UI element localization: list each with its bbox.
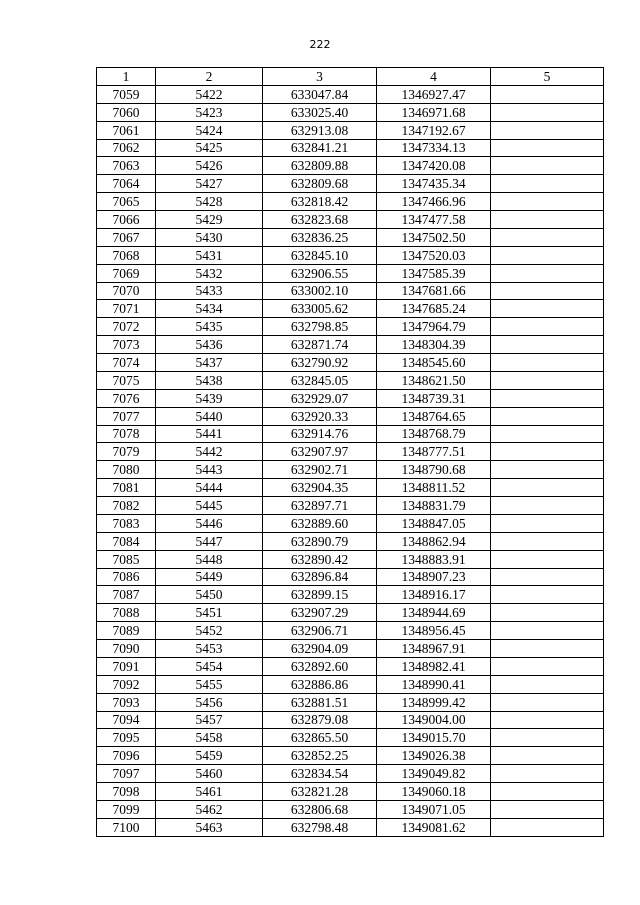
x-coordinate-cell: 632836.25 bbox=[263, 228, 377, 246]
point-number-cell: 7098 bbox=[97, 783, 156, 801]
note-cell bbox=[491, 604, 604, 622]
note-cell bbox=[491, 211, 604, 229]
y-coordinate-cell: 1347502.50 bbox=[377, 228, 491, 246]
x-coordinate-cell: 632886.86 bbox=[263, 675, 377, 693]
point-number-cell: 7065 bbox=[97, 193, 156, 211]
x-coordinate-cell: 632809.68 bbox=[263, 175, 377, 193]
reference-number-cell: 5435 bbox=[156, 318, 263, 336]
reference-number-cell: 5436 bbox=[156, 336, 263, 354]
note-cell bbox=[491, 800, 604, 818]
column-header-1: 1 bbox=[97, 68, 156, 86]
y-coordinate-cell: 1348545.60 bbox=[377, 354, 491, 372]
reference-number-cell: 5446 bbox=[156, 514, 263, 532]
reference-number-cell: 5427 bbox=[156, 175, 263, 193]
point-number-cell: 7060 bbox=[97, 103, 156, 121]
point-number-cell: 7087 bbox=[97, 586, 156, 604]
x-coordinate-cell: 632914.76 bbox=[263, 425, 377, 443]
table-row bbox=[97, 443, 604, 461]
table-row bbox=[97, 532, 604, 550]
table-row bbox=[97, 479, 604, 497]
x-coordinate-cell: 632841.21 bbox=[263, 139, 377, 157]
y-coordinate-cell: 1347192.67 bbox=[377, 121, 491, 139]
table-row bbox=[97, 193, 604, 211]
point-number-cell: 7072 bbox=[97, 318, 156, 336]
x-coordinate-cell: 632904.35 bbox=[263, 479, 377, 497]
point-number-cell: 7066 bbox=[97, 211, 156, 229]
x-coordinate-cell: 632913.08 bbox=[263, 121, 377, 139]
table-row bbox=[97, 157, 604, 175]
y-coordinate-cell: 1347964.79 bbox=[377, 318, 491, 336]
point-number-cell: 7094 bbox=[97, 711, 156, 729]
table-body bbox=[97, 85, 604, 836]
reference-number-cell: 5430 bbox=[156, 228, 263, 246]
point-number-cell: 7092 bbox=[97, 675, 156, 693]
note-cell bbox=[491, 389, 604, 407]
note-cell bbox=[491, 657, 604, 675]
point-number-cell: 7091 bbox=[97, 657, 156, 675]
x-coordinate-cell: 632904.09 bbox=[263, 640, 377, 658]
reference-number-cell: 5440 bbox=[156, 407, 263, 425]
y-coordinate-cell: 1347681.66 bbox=[377, 282, 491, 300]
table-row bbox=[97, 336, 604, 354]
note-cell bbox=[491, 443, 604, 461]
table-row bbox=[97, 354, 604, 372]
point-number-cell: 7069 bbox=[97, 264, 156, 282]
y-coordinate-cell: 1347477.58 bbox=[377, 211, 491, 229]
y-coordinate-cell: 1348847.05 bbox=[377, 514, 491, 532]
table-row bbox=[97, 622, 604, 640]
y-coordinate-cell: 1347435.34 bbox=[377, 175, 491, 193]
y-coordinate-cell: 1346927.47 bbox=[377, 85, 491, 103]
x-coordinate-cell: 632890.79 bbox=[263, 532, 377, 550]
point-number-cell: 7063 bbox=[97, 157, 156, 175]
point-number-cell: 7081 bbox=[97, 479, 156, 497]
reference-number-cell: 5431 bbox=[156, 246, 263, 264]
note-cell bbox=[491, 514, 604, 532]
note-cell bbox=[491, 121, 604, 139]
y-coordinate-cell: 1348999.42 bbox=[377, 693, 491, 711]
x-coordinate-cell: 632881.51 bbox=[263, 693, 377, 711]
y-coordinate-cell: 1349004.00 bbox=[377, 711, 491, 729]
x-coordinate-cell: 632929.07 bbox=[263, 389, 377, 407]
point-number-cell: 7085 bbox=[97, 550, 156, 568]
table-row bbox=[97, 407, 604, 425]
table-row bbox=[97, 800, 604, 818]
reference-number-cell: 5450 bbox=[156, 586, 263, 604]
reference-number-cell: 5442 bbox=[156, 443, 263, 461]
reference-number-cell: 5454 bbox=[156, 657, 263, 675]
note-cell bbox=[491, 336, 604, 354]
y-coordinate-cell: 1348777.51 bbox=[377, 443, 491, 461]
x-coordinate-cell: 632907.97 bbox=[263, 443, 377, 461]
note-cell bbox=[491, 300, 604, 318]
point-number-cell: 7086 bbox=[97, 568, 156, 586]
x-coordinate-cell: 632798.85 bbox=[263, 318, 377, 336]
x-coordinate-cell: 632889.60 bbox=[263, 514, 377, 532]
table-row bbox=[97, 139, 604, 157]
x-coordinate-cell: 632892.60 bbox=[263, 657, 377, 675]
x-coordinate-cell: 632890.42 bbox=[263, 550, 377, 568]
point-number-cell: 7068 bbox=[97, 246, 156, 264]
x-coordinate-cell: 632798.48 bbox=[263, 818, 377, 836]
reference-number-cell: 5445 bbox=[156, 497, 263, 515]
table-row bbox=[97, 657, 604, 675]
reference-number-cell: 5424 bbox=[156, 121, 263, 139]
y-coordinate-cell: 1348811.52 bbox=[377, 479, 491, 497]
reference-number-cell: 5441 bbox=[156, 425, 263, 443]
table-row bbox=[97, 729, 604, 747]
table-row bbox=[97, 371, 604, 389]
note-cell bbox=[491, 765, 604, 783]
reference-number-cell: 5429 bbox=[156, 211, 263, 229]
reference-number-cell: 5433 bbox=[156, 282, 263, 300]
point-number-cell: 7099 bbox=[97, 800, 156, 818]
table-row bbox=[97, 228, 604, 246]
y-coordinate-cell: 1348944.69 bbox=[377, 604, 491, 622]
table-row bbox=[97, 568, 604, 586]
table-row bbox=[97, 175, 604, 193]
reference-number-cell: 5449 bbox=[156, 568, 263, 586]
note-cell bbox=[491, 371, 604, 389]
note-cell bbox=[491, 282, 604, 300]
x-coordinate-cell: 632845.10 bbox=[263, 246, 377, 264]
table-row bbox=[97, 818, 604, 836]
y-coordinate-cell: 1348831.79 bbox=[377, 497, 491, 515]
y-coordinate-cell: 1347520.03 bbox=[377, 246, 491, 264]
note-cell bbox=[491, 693, 604, 711]
column-header-2: 2 bbox=[156, 68, 263, 86]
y-coordinate-cell: 1348956.45 bbox=[377, 622, 491, 640]
column-header-3: 3 bbox=[263, 68, 377, 86]
note-cell bbox=[491, 711, 604, 729]
note-cell bbox=[491, 264, 604, 282]
reference-number-cell: 5460 bbox=[156, 765, 263, 783]
table-row bbox=[97, 282, 604, 300]
note-cell bbox=[491, 640, 604, 658]
reference-number-cell: 5439 bbox=[156, 389, 263, 407]
note-cell bbox=[491, 675, 604, 693]
y-coordinate-cell: 1348764.65 bbox=[377, 407, 491, 425]
reference-number-cell: 5426 bbox=[156, 157, 263, 175]
point-number-cell: 7089 bbox=[97, 622, 156, 640]
x-coordinate-cell: 632920.33 bbox=[263, 407, 377, 425]
point-number-cell: 7079 bbox=[97, 443, 156, 461]
x-coordinate-cell: 632865.50 bbox=[263, 729, 377, 747]
y-coordinate-cell: 1348916.17 bbox=[377, 586, 491, 604]
point-number-cell: 7077 bbox=[97, 407, 156, 425]
reference-number-cell: 5434 bbox=[156, 300, 263, 318]
note-cell bbox=[491, 783, 604, 801]
table-row bbox=[97, 765, 604, 783]
table-row bbox=[97, 211, 604, 229]
point-number-cell: 7082 bbox=[97, 497, 156, 515]
point-number-cell: 7088 bbox=[97, 604, 156, 622]
y-coordinate-cell: 1346971.68 bbox=[377, 103, 491, 121]
x-coordinate-cell: 632806.68 bbox=[263, 800, 377, 818]
reference-number-cell: 5453 bbox=[156, 640, 263, 658]
reference-number-cell: 5458 bbox=[156, 729, 263, 747]
reference-number-cell: 5462 bbox=[156, 800, 263, 818]
point-number-cell: 7080 bbox=[97, 461, 156, 479]
x-coordinate-cell: 633002.10 bbox=[263, 282, 377, 300]
note-cell bbox=[491, 193, 604, 211]
table-row bbox=[97, 675, 604, 693]
table-row bbox=[97, 550, 604, 568]
note-cell bbox=[491, 103, 604, 121]
y-coordinate-cell: 1348990.41 bbox=[377, 675, 491, 693]
reference-number-cell: 5438 bbox=[156, 371, 263, 389]
reference-number-cell: 5463 bbox=[156, 818, 263, 836]
y-coordinate-cell: 1348883.91 bbox=[377, 550, 491, 568]
y-coordinate-cell: 1347685.24 bbox=[377, 300, 491, 318]
point-number-cell: 7061 bbox=[97, 121, 156, 139]
x-coordinate-cell: 632852.25 bbox=[263, 747, 377, 765]
x-coordinate-cell: 632879.08 bbox=[263, 711, 377, 729]
x-coordinate-cell: 632907.29 bbox=[263, 604, 377, 622]
x-coordinate-cell: 632871.74 bbox=[263, 336, 377, 354]
y-coordinate-cell: 1349060.18 bbox=[377, 783, 491, 801]
point-number-cell: 7076 bbox=[97, 389, 156, 407]
note-cell bbox=[491, 407, 604, 425]
x-coordinate-cell: 632845.05 bbox=[263, 371, 377, 389]
note-cell bbox=[491, 425, 604, 443]
note-cell bbox=[491, 175, 604, 193]
note-cell bbox=[491, 532, 604, 550]
note-cell bbox=[491, 246, 604, 264]
note-cell bbox=[491, 85, 604, 103]
table-row bbox=[97, 747, 604, 765]
point-number-cell: 7062 bbox=[97, 139, 156, 157]
y-coordinate-cell: 1348790.68 bbox=[377, 461, 491, 479]
note-cell bbox=[491, 747, 604, 765]
point-number-cell: 7067 bbox=[97, 228, 156, 246]
reference-number-cell: 5432 bbox=[156, 264, 263, 282]
reference-number-cell: 5444 bbox=[156, 479, 263, 497]
note-cell bbox=[491, 228, 604, 246]
note-cell bbox=[491, 497, 604, 515]
x-coordinate-cell: 632818.42 bbox=[263, 193, 377, 211]
point-number-cell: 7100 bbox=[97, 818, 156, 836]
x-coordinate-cell: 632790.92 bbox=[263, 354, 377, 372]
table-row bbox=[97, 640, 604, 658]
point-number-cell: 7064 bbox=[97, 175, 156, 193]
table-row bbox=[97, 514, 604, 532]
x-coordinate-cell: 632809.88 bbox=[263, 157, 377, 175]
y-coordinate-cell: 1348862.94 bbox=[377, 532, 491, 550]
x-coordinate-cell: 632896.84 bbox=[263, 568, 377, 586]
table-row bbox=[97, 461, 604, 479]
x-coordinate-cell: 632897.71 bbox=[263, 497, 377, 515]
x-coordinate-cell: 633005.62 bbox=[263, 300, 377, 318]
point-number-cell: 7095 bbox=[97, 729, 156, 747]
point-number-cell: 7083 bbox=[97, 514, 156, 532]
y-coordinate-cell: 1348739.31 bbox=[377, 389, 491, 407]
y-coordinate-cell: 1348982.41 bbox=[377, 657, 491, 675]
reference-number-cell: 5448 bbox=[156, 550, 263, 568]
point-number-cell: 7097 bbox=[97, 765, 156, 783]
reference-number-cell: 5428 bbox=[156, 193, 263, 211]
y-coordinate-cell: 1348967.91 bbox=[377, 640, 491, 658]
point-number-cell: 7090 bbox=[97, 640, 156, 658]
table-row bbox=[97, 693, 604, 711]
point-number-cell: 7074 bbox=[97, 354, 156, 372]
x-coordinate-cell: 632906.71 bbox=[263, 622, 377, 640]
table-row bbox=[97, 604, 604, 622]
reference-number-cell: 5437 bbox=[156, 354, 263, 372]
note-cell bbox=[491, 318, 604, 336]
y-coordinate-cell: 1349081.62 bbox=[377, 818, 491, 836]
point-number-cell: 7075 bbox=[97, 371, 156, 389]
reference-number-cell: 5452 bbox=[156, 622, 263, 640]
note-cell bbox=[491, 568, 604, 586]
point-number-cell: 7078 bbox=[97, 425, 156, 443]
x-coordinate-cell: 632906.55 bbox=[263, 264, 377, 282]
table-row bbox=[97, 425, 604, 443]
note-cell bbox=[491, 157, 604, 175]
y-coordinate-cell: 1349026.38 bbox=[377, 747, 491, 765]
reference-number-cell: 5425 bbox=[156, 139, 263, 157]
x-coordinate-cell: 632899.15 bbox=[263, 586, 377, 604]
note-cell bbox=[491, 622, 604, 640]
y-coordinate-cell: 1347420.08 bbox=[377, 157, 491, 175]
x-coordinate-cell: 632834.54 bbox=[263, 765, 377, 783]
reference-number-cell: 5447 bbox=[156, 532, 263, 550]
reference-number-cell: 5457 bbox=[156, 711, 263, 729]
table-row bbox=[97, 318, 604, 336]
reference-number-cell: 5456 bbox=[156, 693, 263, 711]
y-coordinate-cell: 1349049.82 bbox=[377, 765, 491, 783]
table-row bbox=[97, 586, 604, 604]
reference-number-cell: 5455 bbox=[156, 675, 263, 693]
table-row bbox=[97, 246, 604, 264]
note-cell bbox=[491, 586, 604, 604]
point-number-cell: 7096 bbox=[97, 747, 156, 765]
x-coordinate-cell: 632902.71 bbox=[263, 461, 377, 479]
x-coordinate-cell: 633025.40 bbox=[263, 103, 377, 121]
x-coordinate-cell: 633047.84 bbox=[263, 85, 377, 103]
note-cell bbox=[491, 354, 604, 372]
table-row bbox=[97, 103, 604, 121]
reference-number-cell: 5422 bbox=[156, 85, 263, 103]
y-coordinate-cell: 1347466.96 bbox=[377, 193, 491, 211]
reference-number-cell: 5443 bbox=[156, 461, 263, 479]
header-row bbox=[97, 68, 604, 86]
table-row bbox=[97, 389, 604, 407]
reference-number-cell: 5461 bbox=[156, 783, 263, 801]
point-number-cell: 7071 bbox=[97, 300, 156, 318]
reference-number-cell: 5423 bbox=[156, 103, 263, 121]
y-coordinate-cell: 1347334.13 bbox=[377, 139, 491, 157]
note-cell bbox=[491, 818, 604, 836]
note-cell bbox=[491, 550, 604, 568]
table-row bbox=[97, 264, 604, 282]
table-header bbox=[97, 68, 604, 86]
point-number-cell: 7093 bbox=[97, 693, 156, 711]
point-number-cell: 7070 bbox=[97, 282, 156, 300]
y-coordinate-cell: 1348907.23 bbox=[377, 568, 491, 586]
table-row bbox=[97, 711, 604, 729]
table-row bbox=[97, 300, 604, 318]
y-coordinate-cell: 1348621.50 bbox=[377, 371, 491, 389]
note-cell bbox=[491, 139, 604, 157]
table-row bbox=[97, 497, 604, 515]
x-coordinate-cell: 632821.28 bbox=[263, 783, 377, 801]
y-coordinate-cell: 1349015.70 bbox=[377, 729, 491, 747]
table-row bbox=[97, 121, 604, 139]
y-coordinate-cell: 1349071.05 bbox=[377, 800, 491, 818]
column-header-4: 4 bbox=[377, 68, 491, 86]
y-coordinate-cell: 1347585.39 bbox=[377, 264, 491, 282]
point-number-cell: 7059 bbox=[97, 85, 156, 103]
point-number-cell: 7073 bbox=[97, 336, 156, 354]
x-coordinate-cell: 632823.68 bbox=[263, 211, 377, 229]
coordinates-table bbox=[96, 67, 604, 837]
reference-number-cell: 5459 bbox=[156, 747, 263, 765]
note-cell bbox=[491, 479, 604, 497]
y-coordinate-cell: 1348304.39 bbox=[377, 336, 491, 354]
note-cell bbox=[491, 461, 604, 479]
table-row bbox=[97, 783, 604, 801]
point-number-cell: 7084 bbox=[97, 532, 156, 550]
page-number: 222 bbox=[309, 38, 331, 51]
reference-number-cell: 5451 bbox=[156, 604, 263, 622]
table-row bbox=[97, 85, 604, 103]
y-coordinate-cell: 1348768.79 bbox=[377, 425, 491, 443]
column-header-5: 5 bbox=[491, 68, 604, 86]
note-cell bbox=[491, 729, 604, 747]
